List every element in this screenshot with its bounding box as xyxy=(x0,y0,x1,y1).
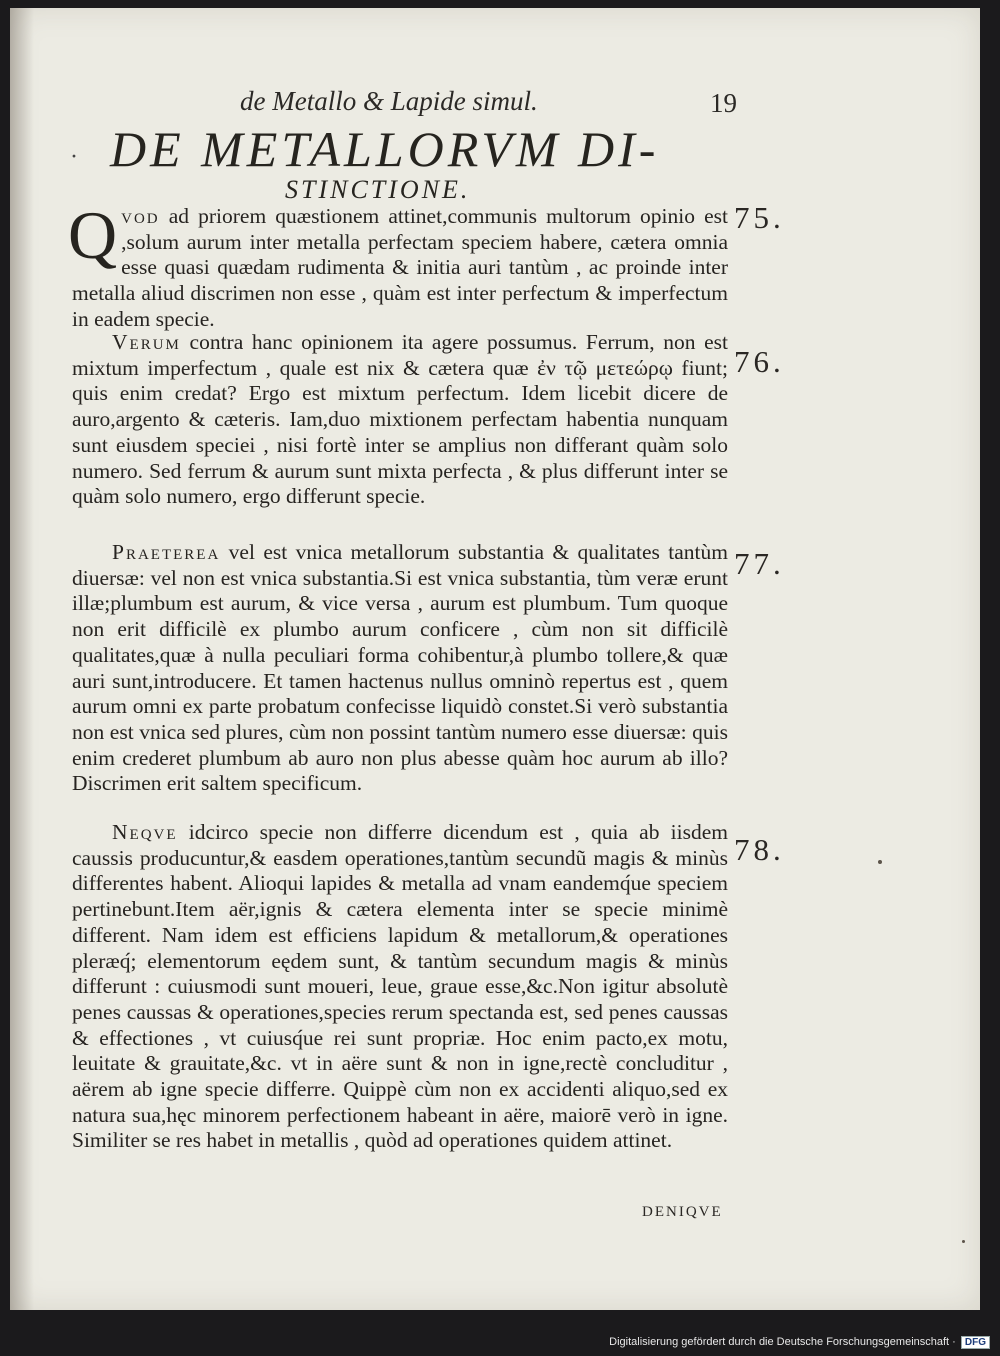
marginal-number: 77. xyxy=(734,546,785,581)
paragraph-text: vel est vnica metallorum substantia & qualitates tantùm diuersæ: vel non est vnica substantia.Si est vnica substantia, tùm veræ erunt illæ;plumbum est aurum, & vice versa , aurum est plumbum. Tum quoque non erit difficilè ex plumbo aurum conficere , cùm non sit difficilè qualitates,quæ à nulla peculiari forma cohibentur,à plumbo tollere,& quæ auri sunt,introducere. Et tamen hactenus nullus omninò repertus est , quem aurum omni ex parte probatum confecisse liquidò constet.Si verò substantia non est vnica sed plures, cùm non possint tantùm numero esse diuersæ: quis enim crederet plumbum ab auro non plus abesse quàm hoc aurum ab illo? Discrimen erit saltem specificum. xyxy=(72,540,728,796)
page-edge-shadow xyxy=(10,8,34,1310)
running-title: de Metallo & Lapide simul. xyxy=(240,86,538,116)
paragraph-lead: Praeterea xyxy=(112,540,221,564)
page-number: 19 xyxy=(710,88,737,118)
marginal-number: 78. xyxy=(734,832,785,867)
paragraph-lead: Verum xyxy=(112,330,181,354)
marginal-number: 76. xyxy=(734,344,785,379)
marginal-number: 75. xyxy=(734,200,785,235)
paper-spot xyxy=(962,1240,965,1243)
paragraph-text: contra hanc opinionem ita agere possumus. Ferrum, non est mixtum imperfectum , quale est nix & cætera quæ ἐν τῷ μετεώρῳ fiunt; quis enim credat? Ergo est mixtum perfectum. Idem licebit dicere de auro,argento & cæteris. Iam,duo mixtionem perfectam habentia nunquam sunt eiusdem speciei , nisi fortè inter se amplius non differant quàm solo numero. Sed ferrum & aurum sunt mixta perfecta , & plus differunt inter se quàm solo numero, ergo differunt specie. xyxy=(72,330,728,509)
chapter-title: DE METALLORVM DI- xyxy=(110,121,660,177)
paragraph-lead: Neqve xyxy=(112,820,178,844)
paragraph-lead: vod xyxy=(121,204,160,228)
paragraph-77 xyxy=(72,540,728,797)
paragraph-text: idcirco specie non differre dicendum est , quia ab iisdem caussis producuntur,& easdem operationes,tantùm secundũ magis & minùs differentes habent. Alioqui lapides & metalla ad vnam eandemq́ue speciem pertinebunt.Item aër,ignis & cætera elementa inter se specie minimè different. Nam idem est efficiens lapidum & metallorum,& operationes pleræq́; elementorum eędem sunt, & tantùm secundum magis & minùs differunt : cuiusmodi sunt moueri, leue, graue esse,&c.Non igitur absolutè penes caussas & operationes,species rerum spectanda est, sed penes caussas & effectiones , vt cuiusq́ue rei sunt propriæ. Hoc enim pacto,ex motu, leuitate & grauitate,&c. vt in aëre sunt & non in igne,rectè concluditur , aërem ab igne specie differre. Quippè cùm non ex accidenti aliquo,sed ex natura sua,hęc minorem perfectionem habeant in aëre, maiorē verò in igne. Similiter se res habet in metallis , quòd ad operationes quidem attinet. xyxy=(72,820,728,1153)
credit-text: Digitalisierung gefördert durch die Deutsche Forschungsgemeinschaft · xyxy=(609,1336,956,1348)
decorative-dot: · xyxy=(70,144,78,170)
paragraph-75 xyxy=(68,197,728,333)
drop-cap: Q xyxy=(68,197,118,273)
paper-spot xyxy=(878,860,882,864)
chapter-title-continuation: STINCTIONE. xyxy=(285,175,471,204)
paragraph-78 xyxy=(72,820,728,1154)
paragraph-text: ad priorem quæstionem attinet,communis multorum opinio est ,solum aurum inter metalla perfectam speciem habere, cætera omnia esse quasi quædam rudimenta & initia auri tantùm , ac proinde inter metalla aliud discrimen non esse , quàm est inter perfectum & imperfectum in eadem specie. xyxy=(72,204,728,331)
dfg-logo: DFG xyxy=(961,1336,990,1349)
catchword: DENIQVE xyxy=(642,1204,723,1220)
paragraph-76 xyxy=(72,330,728,510)
digitization-credit xyxy=(0,1336,990,1349)
book-page xyxy=(10,8,980,1310)
